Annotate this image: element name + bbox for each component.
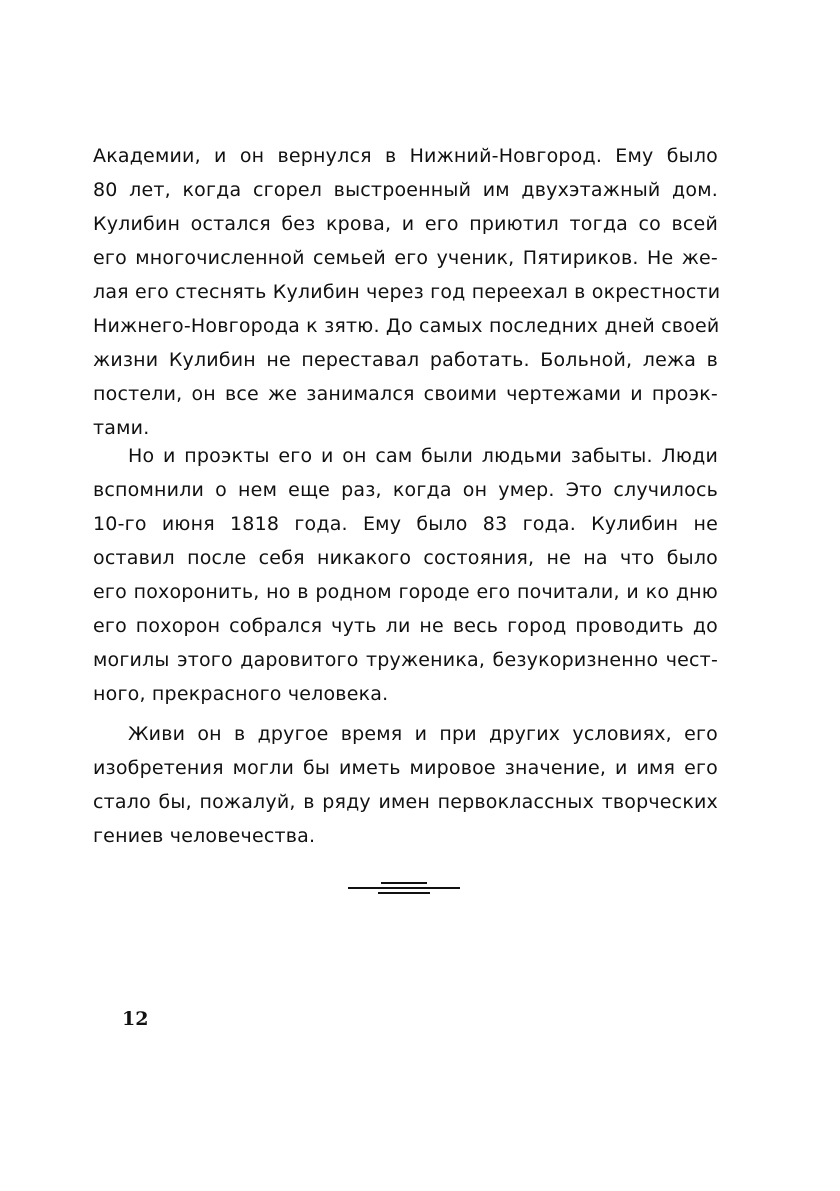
text-line: лая его стеснять Кулибин через год переехал в окрестности xyxy=(93,281,721,303)
text-line: изобретения могли бы иметь мировое значение, и имя его xyxy=(93,757,718,779)
text-line: постели, он все же занимался своими чертежами и проэк- xyxy=(93,383,718,405)
text-line: стало бы, пожалуй, в ряду имен первоклассных творческих xyxy=(93,791,718,813)
text-line: Живи он в другое время и при других условиях, его xyxy=(128,723,718,745)
text-line: 10-го июня 1818 года. Ему было 83 года. Кулибин не xyxy=(93,513,718,535)
text-line: жизни Кулибин не переставал работать. Больной, лежа в xyxy=(93,349,718,371)
text-line: ного, прекрасного человека. xyxy=(93,683,389,705)
paragraph-2 xyxy=(93,439,718,711)
text-line: 80 лет, когда сгорел выстроенный им двухэтажный дом. xyxy=(93,179,718,201)
ornament-rule xyxy=(381,882,427,884)
text-line: гениев человечества. xyxy=(93,825,316,847)
text-line: Нижнего-Новгорода к зятю. До самых последних дней своей xyxy=(93,315,720,337)
ornament-rule xyxy=(348,887,460,889)
paragraph-3 xyxy=(93,717,718,853)
page-number: 12 xyxy=(122,1008,149,1030)
text-line: Академии, и он вернулся в Нижний-Новгород. Ему было xyxy=(93,145,718,167)
ornament-rule xyxy=(378,892,430,894)
text-line: Кулибин остался без крова, и его приютил тогда со всей xyxy=(93,213,718,235)
text-line: вспомнили о нем еще раз, когда он умер. Это случилось xyxy=(93,479,718,501)
section-end-ornament xyxy=(348,880,460,896)
text-line: тами. xyxy=(93,417,150,439)
text-line: его многочисленной семьей его ученик, Пятириков. Не же- xyxy=(93,247,718,269)
text-line: могилы этого даровитого труженика, безукоризненно чест- xyxy=(93,649,718,671)
text-line: его похоронить, но в родном городе его почитали, и ко дню xyxy=(93,581,718,603)
paragraph-1 xyxy=(93,139,721,445)
text-line: его похорон собрался чуть ли не весь город проводить до xyxy=(93,615,718,637)
text-line: Но и проэкты его и он сам были людьми забыты. Люди xyxy=(128,445,718,467)
text-line: оставил после себя никакого состояния, не на что было xyxy=(93,547,718,569)
